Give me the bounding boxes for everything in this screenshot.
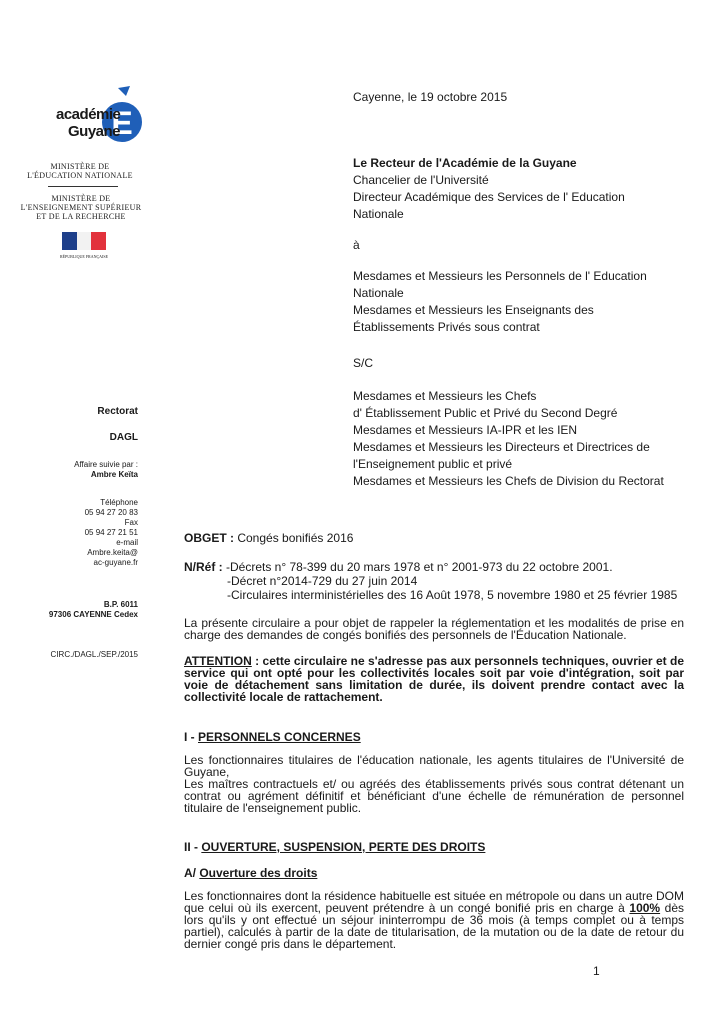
section-1-paragraph-1: Les fonctionnaires titulaires de l'éducation nationale, les agents titulaires de l'Université de Guyane, [184,753,684,779]
ministry-line: L'ÉDUCATION NATIONALE [27,171,133,180]
sidebar-address [49,600,138,620]
nref-line: -Décret n°2014-729 du 27 juin 2014 [227,574,418,588]
sender-line: Directeur Académique des Services de l' Education [353,190,625,204]
attention-paragraph [184,655,684,703]
academy-logo [52,86,142,146]
sidebar-phone-block [85,498,138,568]
section-title: OUVERTURE, SUSPENSION, PERTE DES DROITS [201,840,486,854]
bp: B.P. 6011 [103,600,138,609]
place-date: Cayenne, le 19 octobre 2015 [353,90,508,104]
marianne-flag-icon [62,232,106,250]
section-1-paragraph-2: Les maîtres contractuels et/ ou agréés des établissements privés sous contrat détenant un contrat ou agrément définitif et bénéficiant d'une échelle de rémunération de personnel titulaire de l'enseignement public. [184,777,684,815]
sender-line: Chancelier de l'Université [353,173,489,187]
nref-label: N/Réf : [184,560,223,574]
attention-label: ATTENTION [184,654,252,668]
email-label: e-mail [116,538,138,547]
sc-recipient-line: Mesdames et Messieurs les Chefs [353,389,537,403]
fax-value: 05 94 27 21 51 [84,528,138,537]
sc-recipient-line: d' Établissement Public et Privé du Second Degré [353,406,618,420]
email-value-2: ac-guyane.fr [93,558,138,567]
section-2-heading [184,840,485,854]
paragraph-text: Les fonctionnaires dont la résidence habituelle est située en métropole ou dans un autre DOM que celui où ils exercent, peuvent prétendre à un congé bonifié pris en charge à [184,889,684,915]
sc-recipient-line: Mesdames et Messieurs les Directeurs et Directrices de [353,440,650,454]
ministry-higher-education [18,194,144,221]
republic-label: RÉPUBLIQUE FRANÇAISE [59,254,109,259]
section-number: I - [184,730,198,744]
recipient-line: Mesdames et Messieurs les Enseignants des [353,303,594,317]
attention-text: : cette circulaire ne s'adresse pas aux personnels techniques, ouvrier et de service qui ont opté pour les collectivités locales soit par voie d'intégration, soit par voie de détachement sans limitation de durée, ils doivent prendre contact avec la collectivité locale de rattachement. [184,654,684,704]
ministry-line: L'ENSEIGNEMENT SUPÉRIEUR [20,203,142,212]
divider [48,186,118,187]
sender-block [353,155,625,223]
sidebar-contact [74,460,138,480]
ministry-line: MINISTÈRE DE [50,162,110,171]
page-number: 1 [593,964,600,978]
object-line [184,531,353,545]
object-text: Congés bonifiés 2016 [234,531,354,545]
to-label: à [353,238,360,252]
object-label: OBGET : [184,531,234,545]
sender-title: Le Recteur de l'Académie de la Guyane [353,156,577,170]
section-title: PERSONNELS CONCERNES [198,730,361,744]
logo-text-academie: académie [56,106,121,123]
sc-label: S/C [353,356,374,370]
sc-recipient-line: l'Enseignement public et privé [353,457,513,471]
section-2a-paragraph [184,890,684,950]
sidebar-dagl: DAGL [109,432,138,443]
tel-label: Téléphone [100,498,138,507]
intro-paragraph: La présente circulaire a pour objet de rappeler la réglementation et les modalités de prise en charge des demandes de congés bonifiés des personnels de l'Éducation Nationale. [184,616,684,642]
ministry-education [20,162,140,180]
ministry-line: MINISTÈRE DE [51,194,111,203]
recipient-line: Nationale [353,286,404,300]
sidebar-rectorat: Rectorat [97,406,138,417]
city: 97306 CAYENNE Cedex [48,610,138,619]
percentage-highlight: 100% [629,901,661,915]
subsection-title: Ouverture des droits [199,866,318,880]
email-value-1: Ambre.keita@ [87,548,138,557]
nref-line: -Circulaires interministérielles des 16 Août 1978, 5 novembre 1980 et 25 février 1985 [227,588,678,602]
recipient-line: Établissements Privés sous contrat [353,320,540,334]
paragraph-text: dès lors qu'ils y ont effectué un séjour ininterrompu de 36 mois (à temps complet ou à temps partiel), calculés à partir de la date de titularisation, de la mutation ou de la date de retour du dernier congé pris dans le département. [184,901,685,951]
section-2a-heading [184,866,317,880]
sc-recipients-block [353,388,664,490]
fax-label: Fax [124,518,138,527]
sc-recipient-line: Mesdames et Messieurs les Chefs de Division du Rectorat [353,474,664,488]
sender-line: Nationale [353,207,404,221]
section-number: II - [184,840,202,854]
tel-value: 05 94 27 20 83 [84,508,138,517]
svg-text:E: E [111,105,133,141]
references-block [184,560,677,602]
sc-recipient-line: Mesdames et Messieurs IA-IPR et les IEN [353,423,578,437]
subsection-number: A/ [184,866,200,880]
affaire-name: Ambre Keïta [90,470,138,479]
nref-line: -Décrets n° 78-399 du 20 mars 1978 et n° 2001-973 du 22 octobre 2001. [222,560,613,574]
sidebar-ref: CIRC./DAGL./SEP./2015 [50,650,138,659]
section-1-heading [184,730,361,744]
ministry-line: ET DE LA RECHERCHE [36,212,126,221]
recipient-line: Mesdames et Messieurs les Personnels de l' Education [353,269,647,283]
recipients-block [353,268,647,336]
logo-text-guyane: Guyane [68,123,121,140]
affaire-label: Affaire suivie par : [74,460,138,469]
